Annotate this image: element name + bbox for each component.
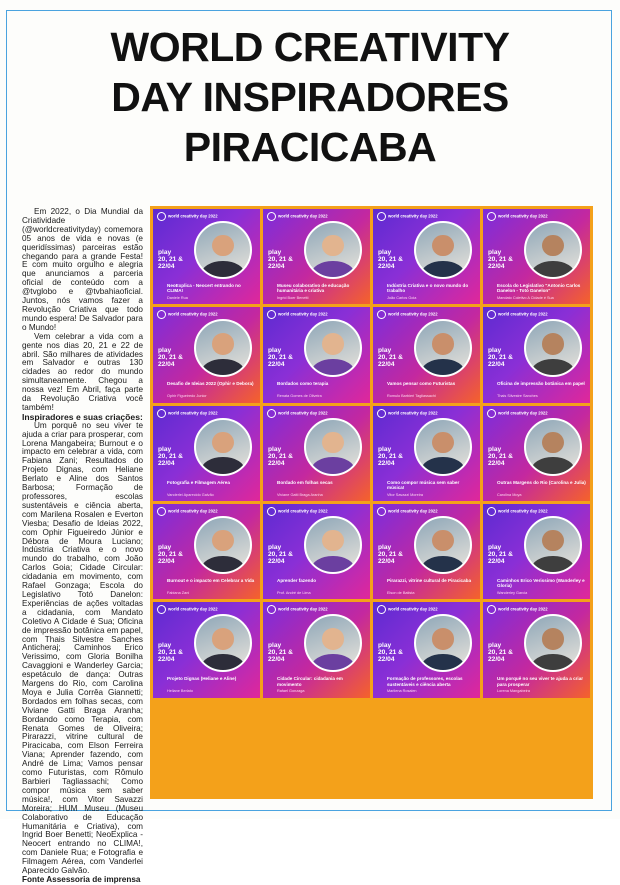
poster-play-line: 20, 21 & [488, 452, 513, 460]
poster-speaker: Carolina Moya [497, 492, 522, 497]
speaker-face [542, 432, 564, 454]
poster-play-dates [378, 446, 403, 467]
poster-play-line: 20, 21 & [488, 649, 513, 657]
poster-play-line: play [158, 249, 172, 256]
poster-play-line: 20, 21 & [488, 256, 513, 263]
speaker-photo [524, 614, 582, 672]
poster-play-line: play [378, 544, 392, 551]
speaker-face [432, 333, 454, 355]
speaker-photo [304, 516, 362, 574]
poster-card [483, 602, 590, 697]
poster-logo: world creativity day 2022 [267, 310, 328, 319]
poster-caption: Burnout e o impacto em Celebrar a Vida [167, 578, 255, 583]
poster-play-line: 20, 21 & [378, 551, 403, 558]
poster-speaker: Ingrid Boer Benetti [277, 296, 309, 301]
speaker-body [531, 457, 574, 475]
speaker-face [322, 235, 344, 257]
poster-speaker: Fabiana Zani [167, 591, 190, 596]
poster-speaker: Wanderley Garcia [497, 591, 528, 596]
poster-speaker: Daniele Rua [167, 296, 188, 301]
speaker-body [311, 556, 354, 574]
poster-play-dates [378, 544, 403, 565]
poster-play-line: play [488, 642, 502, 650]
speaker-body [311, 261, 354, 279]
poster-play-dates [268, 642, 293, 663]
poster-speaker: Marilena Rosalen [387, 689, 417, 694]
poster-speaker: Mandato Coletivo A Cidade é Sua [497, 296, 554, 301]
poster-play-dates [378, 347, 403, 368]
poster-card [153, 504, 260, 599]
poster-speaker: Elson de Batista [387, 591, 415, 596]
poster-play-line: play [268, 642, 282, 650]
poster-play-dates [158, 544, 183, 565]
article-column [22, 208, 143, 885]
poster-play-dates [158, 642, 183, 663]
poster-play-line: 22/04 [158, 459, 175, 467]
poster-caption: Oficina de impressão botânica em papel [497, 381, 585, 387]
speaker-photo [524, 221, 582, 279]
poster-play-dates [268, 347, 293, 368]
poster-play-dates [268, 544, 293, 565]
headline-line: PIRACICABA [183, 124, 437, 170]
poster-speaker: Vitor Savazzi Moreira [387, 492, 424, 497]
speaker-photo [304, 319, 362, 377]
poster-play-dates [158, 347, 183, 368]
poster-speaker: Viviane Gatti Braga Aranha [277, 492, 323, 497]
poster-play-line: play [158, 544, 172, 551]
poster-caption: Caminhos Erico Verissimo (Wanderley e Gloria) [497, 578, 585, 589]
poster-play-line: 22/04 [268, 459, 285, 467]
poster-logo: world creativity day 2022 [487, 212, 548, 221]
poster-logo: world creativity day 2022 [377, 310, 438, 319]
speaker-body [311, 654, 354, 672]
poster-logo: world creativity day 2022 [157, 605, 218, 614]
headline-line: DAY INSPIRADORES [111, 74, 509, 120]
headline-line: WORLD CREATIVITY [110, 24, 510, 70]
poster-play-line: play [488, 544, 502, 551]
poster-play-line: 20, 21 & [268, 354, 293, 362]
article-credit: Fonte Assessoria de imprensa [22, 874, 141, 884]
speaker-face [212, 628, 234, 650]
poster-logo: world creativity day 2022 [377, 507, 438, 516]
poster-card [153, 602, 260, 697]
speaker-photo [194, 614, 252, 672]
poster-card [263, 307, 370, 402]
poster-card [263, 504, 370, 599]
speaker-body [421, 261, 464, 279]
poster-play-dates [488, 642, 513, 663]
poster-speaker: João Carlos Goia [387, 296, 417, 301]
poster-card [373, 209, 480, 304]
speaker-photo [414, 221, 472, 279]
speaker-face [322, 628, 344, 650]
speaker-body [531, 261, 574, 279]
speaker-body [531, 556, 574, 574]
poster-speaker: Ophir Figueiredo Junior [167, 394, 207, 399]
speaker-body [421, 556, 464, 574]
poster-play-line: 20, 21 & [158, 354, 183, 362]
speaker-photo [414, 418, 472, 476]
poster-play-line: 20, 21 & [158, 649, 183, 657]
speaker-photo [194, 516, 252, 574]
speaker-photo [524, 516, 582, 574]
poster-play-line: 22/04 [268, 263, 285, 270]
speaker-face [542, 235, 564, 257]
poster-caption: Museu colaborativo de educação humanitária e criativa [277, 283, 350, 294]
speaker-body [421, 359, 464, 377]
poster-caption: Desafio de Ideias 2022 (Ophir e Debora) [167, 381, 254, 387]
poster-play-line: play [158, 642, 172, 650]
poster-play-line: play [488, 445, 502, 453]
poster-play-line: 20, 21 & [378, 452, 403, 460]
poster-play-line: 22/04 [158, 558, 175, 565]
poster-caption: Outras Margens do Rio (Carolina e Julia) [497, 479, 586, 485]
poster-caption: Formação de professores, escolas sustentáveis e ciência aberta [387, 676, 463, 687]
poster-logo: world creativity day 2022 [377, 605, 438, 614]
poster-card [483, 504, 590, 599]
speaker-face [212, 235, 234, 257]
poster-card [263, 209, 370, 304]
speaker-face [542, 333, 564, 355]
poster-speaker: Romulo Barbieri Tagliassachi [387, 394, 436, 399]
poster-logo: world creativity day 2022 [487, 310, 548, 319]
speaker-face [322, 530, 344, 552]
poster-play-line: 22/04 [378, 459, 395, 467]
poster-play-line: 22/04 [488, 459, 505, 467]
speaker-body [201, 654, 244, 672]
speaker-photo [414, 516, 472, 574]
poster-play-line: play [488, 249, 502, 256]
poster-play-line: 22/04 [158, 361, 175, 369]
poster-logo: world creativity day 2022 [267, 507, 328, 516]
poster-play-line: play [268, 544, 282, 551]
poster-card [373, 504, 480, 599]
speaker-body [201, 457, 244, 475]
speaker-photo [524, 418, 582, 476]
poster-logo: world creativity day 2022 [487, 409, 548, 418]
poster-play-line: 20, 21 & [268, 649, 293, 657]
poster-play-dates [268, 446, 293, 467]
speaker-photo [194, 221, 252, 279]
poster-caption: Aprender fazendo [277, 578, 317, 583]
poster-card [263, 406, 370, 501]
poster-play-line: 22/04 [378, 361, 395, 369]
poster-play-dates [158, 249, 183, 270]
poster-play-line: play [268, 347, 282, 355]
speaker-photo [524, 319, 582, 377]
poster-caption: Bordado em folhas secas [277, 479, 333, 485]
poster-play-line: 22/04 [268, 558, 285, 565]
poster-play-line: play [378, 642, 392, 650]
poster-play-line: 20, 21 & [268, 452, 293, 460]
speaker-photo [304, 614, 362, 672]
poster-play-line: play [378, 249, 392, 256]
speaker-body [201, 261, 244, 279]
speaker-face [432, 530, 454, 552]
speaker-photo [414, 319, 472, 377]
speaker-face [432, 235, 454, 257]
speaker-face [212, 432, 234, 454]
speaker-photo [414, 614, 472, 672]
poster-logo: world creativity day 2022 [377, 409, 438, 418]
poster-play-dates [488, 544, 513, 565]
article-body: Um porquê no seu viver te ajuda a criar para prosperar, com Lorena Mangabeira; Burnout e o impacto em celebrar a vida, com Fabiana Zani; Resultados do Projeto Dignas, com Heliane Berlato e Aline dos Santos Barbosa; Formação de professores, escolas sustentáveis e ciência aberta, com Marilena Rosalen e Everton Viesba; Desafio de Ideias 2022, com Ophir Figueiredo Júnior e Débora de Moura Luciano; Indústria Criativa e o novo mundo do trabalho, com João Carlos Goia; Cidade Circular: cidadania em movimento, com Rafael Gonzaga; Escola do Legislativo Totó Danelon: Experiências de ações voltadas a cidadania, com Mandato Coletivo A Cidade é Sua; Oficina de impressão botânica em papel, com Thais Silvestre Sanches Anticheraj; Caminhos Erico Verissimo, com Gloria Bonilha Cavaggioni e Wanderley Garcia; espetáculo de dança: Outras Margens do Rio, com Carolina Moya e Julia Corrêa Giannetti; Bordados em folhas secas, com Viviane Gatti Braga Aranha; Bordando como Terapia, com Renata Gomes de Oliveira; Pirarazzi, vitrine cultural de Piracicaba, com Elson Ferreira Viana; Aprender fazendo, com André de Lima; Vamos pensar como Futuristas, com Rômulo Barbieri Tagliassachi; Como compor música sem saber música!, com Vitor Savazzi Moreira; HUM Museu (Museu Colaborativo de Educação Humanitária e Criativa), com Ingrid Boer Benetti; NeoExplica - Neocert entrando no CLIMA!, com Daniele Rua; e Fotografia e Filmagem Aérea, com Vanderlei Aparecido Galvão. [22, 420, 143, 876]
poster-speaker: Heliane Berlato [167, 689, 193, 694]
poster-play-line: play [268, 249, 282, 256]
poster-logo: world creativity day 2022 [487, 605, 548, 614]
poster-play-line: 20, 21 & [158, 551, 183, 558]
poster-caption: Escola do Legislativo "Antonio Carlos Danelon - Totó Danelon" [497, 283, 581, 294]
poster-speaker: Prof. André de Lima [277, 591, 311, 596]
poster-caption: Cidade Circular: cidadania em movimento [277, 676, 343, 687]
poster-play-line: 20, 21 & [378, 256, 403, 263]
poster-play-line: play [378, 445, 392, 453]
poster-play-line: 22/04 [268, 656, 285, 664]
poster-speaker: Rafael Gonzaga [277, 689, 305, 694]
speaker-photo [194, 418, 252, 476]
poster-play-dates [378, 642, 403, 663]
poster-caption: Projeto Dignas (Heliane e Aline) [167, 676, 237, 682]
poster-play-dates [488, 347, 513, 368]
poster-card [373, 406, 480, 501]
speaker-photo [304, 418, 362, 476]
speaker-body [421, 654, 464, 672]
poster-play-line: play [158, 445, 172, 453]
poster-play-line: 20, 21 & [488, 354, 513, 362]
poster-play-line: 22/04 [488, 361, 505, 369]
poster-caption: Um porquê no seu viver te ajuda a criar para prosperar [497, 676, 584, 687]
poster-card [373, 602, 480, 697]
poster-play-dates [488, 249, 513, 270]
poster-card [483, 406, 590, 501]
poster-play-line: play [488, 347, 502, 355]
poster-caption: Vamos pensar como Futuristas [387, 381, 456, 387]
poster-card [153, 307, 260, 402]
speaker-body [311, 359, 354, 377]
poster-card [153, 209, 260, 304]
article-paragraph: Vem celebrar a vida com a gente nos dias 20, 21 e 22 de abril. São milhares de atividades em Salvador e outras 130 cidades ao redor do mundo simultaneamente. Chegou a nossa vez! Em Abril, faça parte da Revolução Criativa você também! [22, 331, 143, 412]
article-paragraph: Em 2022, o Dia Mundial da Criatividade (@worldcreativityday) comemora 05 anos de vida e novas (e queridíssimas) parceiras estão chegando para a grande Festa! E com muito orgulho e alegria que anunciamos a parceria oficial de conteúdo com a @tvglobo e @tvbahiaoficial. Juntos, nós vamos fazer a Revolução Criativa que todo mundo espera! De Salvador para o Mundo! [22, 207, 143, 332]
poster-caption: Como compor música sem saber música! [387, 479, 460, 490]
speaker-body [531, 654, 574, 672]
poster-play-line: 22/04 [488, 558, 505, 565]
poster-caption: Fotografia e Filmagem Aérea [167, 479, 230, 485]
poster-play-line: 20, 21 & [268, 256, 293, 263]
poster-logo: world creativity day 2022 [267, 409, 328, 418]
poster-card [263, 602, 370, 697]
poster-logo: world creativity day 2022 [377, 212, 438, 221]
speaker-face [322, 333, 344, 355]
poster-play-line: 22/04 [158, 263, 175, 270]
speaker-face [432, 432, 454, 454]
poster-caption: NeoExplica - Neocert entrando no CLIMA! [167, 283, 241, 294]
speaker-body [201, 556, 244, 574]
poster-play-line: play [378, 347, 392, 355]
poster-caption: Bordados como terapia [277, 381, 329, 387]
poster-play-dates [158, 446, 183, 467]
poster-play-line: 20, 21 & [488, 551, 513, 558]
speaker-body [201, 359, 244, 377]
poster-play-line: 20, 21 & [158, 256, 183, 263]
poster-caption: Indústria Criativa e o novo mundo do trabalho [387, 283, 469, 294]
poster-logo: world creativity day 2022 [267, 212, 328, 221]
poster-play-dates [268, 249, 293, 270]
poster-logo: world creativity day 2022 [157, 507, 218, 516]
poster-speaker: Lorena Mangabeira [497, 689, 530, 694]
poster-play-line: 20, 21 & [268, 551, 293, 558]
poster-play-line: 22/04 [378, 656, 395, 664]
poster-play-dates [378, 249, 403, 270]
poster-speaker: Vanderlei Aparecido Galvão [167, 492, 214, 497]
poster-logo: world creativity day 2022 [157, 310, 218, 319]
poster-logo: world creativity day 2022 [267, 605, 328, 614]
poster-play-line: 20, 21 & [378, 354, 403, 362]
speaker-body [531, 359, 574, 377]
speaker-face [432, 628, 454, 650]
headline [20, 22, 600, 172]
poster-play-line: 22/04 [158, 656, 175, 664]
speaker-body [311, 457, 354, 475]
poster-play-line: 20, 21 & [158, 452, 183, 460]
speaker-photo [304, 221, 362, 279]
poster-play-line: 20, 21 & [378, 649, 403, 657]
speaker-face [542, 530, 564, 552]
poster-logo: world creativity day 2022 [487, 507, 548, 516]
poster-logo: world creativity day 2022 [157, 409, 218, 418]
speaker-body [421, 457, 464, 475]
speaker-photo [194, 319, 252, 377]
poster-logo: world creativity day 2022 [157, 212, 218, 221]
poster-grid [150, 206, 593, 799]
poster-play-line: play [268, 445, 282, 453]
speaker-face [322, 432, 344, 454]
speaker-face [542, 628, 564, 650]
poster-speaker: Renata Gomes de Oliveira [277, 394, 322, 399]
poster-play-dates [488, 446, 513, 467]
article-subhead: Inspiradores e suas criações: [22, 411, 143, 422]
poster-play-line: 22/04 [378, 263, 395, 270]
poster-play-line: 22/04 [488, 656, 505, 664]
poster-play-line: 22/04 [378, 558, 395, 565]
poster-caption: Pirarazzi, vitrine cultural de Piracicaba [387, 578, 471, 583]
poster-play-line: 22/04 [488, 263, 505, 270]
speaker-face [212, 333, 234, 355]
speaker-face [212, 530, 234, 552]
poster-card [153, 406, 260, 501]
poster-play-line: play [158, 347, 172, 355]
poster-card [483, 209, 590, 304]
poster-card [483, 307, 590, 402]
poster-play-line: 22/04 [268, 361, 285, 369]
poster-card [373, 307, 480, 402]
poster-speaker: Thais Silvestre Sanches [497, 394, 538, 399]
